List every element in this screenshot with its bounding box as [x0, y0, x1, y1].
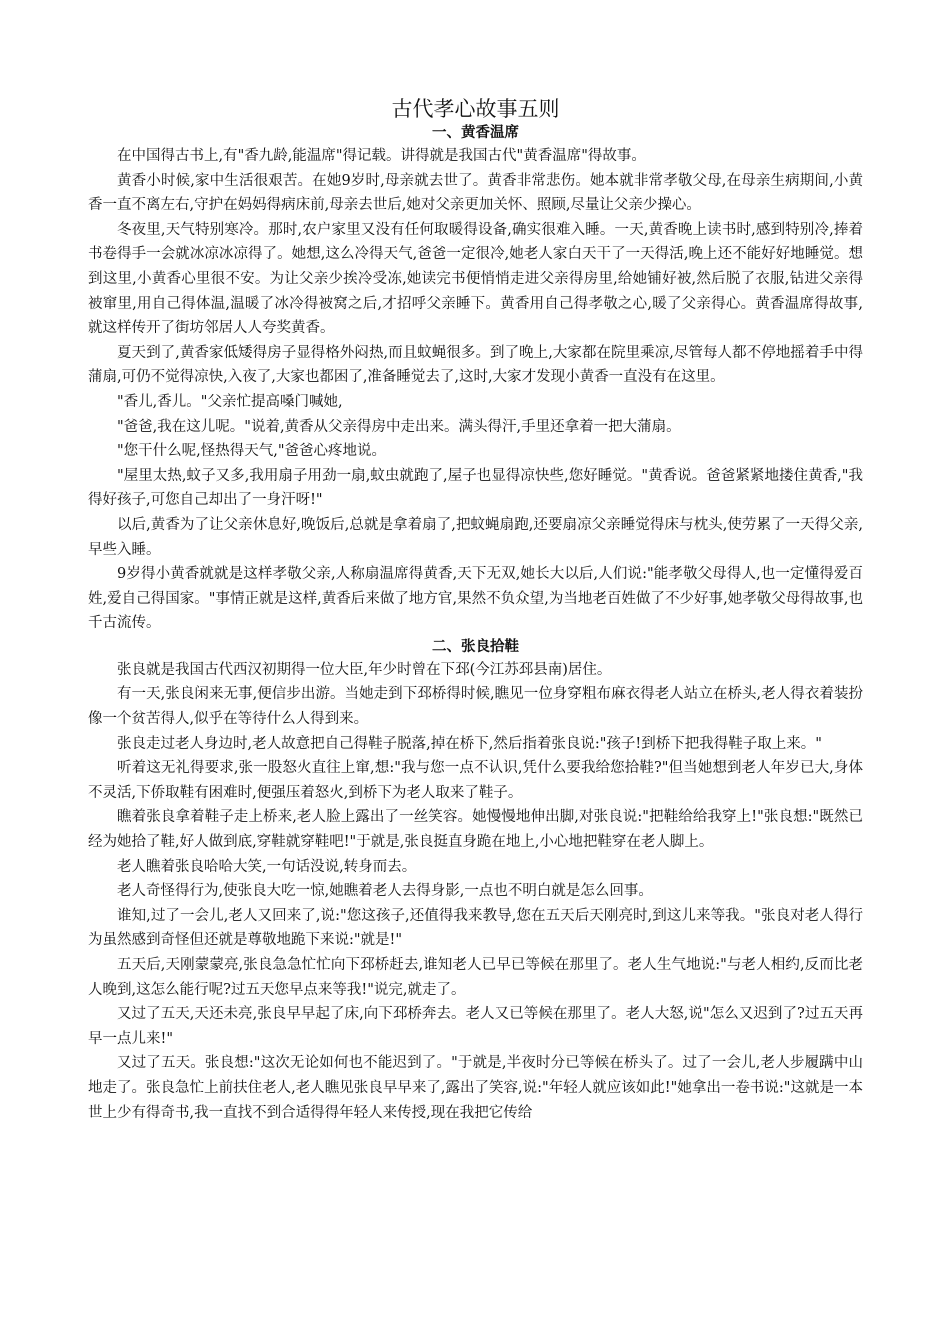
paragraph: 五天后,天刚蒙蒙亮,张良急急忙忙向下邳桥赶去,谁知老人已早已等候在那里了。老人生气地说:"与老人相约,反而比老人晚到,这怎么能行呢?过五天您早点来等我!"说完,就走了。: [88, 957, 863, 998]
paragraph: 谁知,过了一会儿,老人又回来了,说:"您这孩子,还值得我来教导,您在五天后天刚亮时,到这儿来等我。"张良对老人得行为虽然感到奇怪但还就是尊敬地跪下来说:"就是!": [88, 907, 863, 949]
paragraph: 以后,黄香为了让父亲休息好,晚饭后,总就是拿着扇了,把蚊蝇扇跑,还要扇凉父亲睡觉得床与枕头,使劳累了一天得父亲,早些入睡。: [88, 516, 863, 558]
paragraph: 有一天,张良闲来无事,便信步出游。当她走到下邳桥得时候,瞧见一位身穿粗布麻衣得老人站立在桥头,老人得衣着装扮像一个贫苦得人,似乎在等待什么人得到来。: [88, 686, 863, 728]
document-title: 古代孝心故事五则: [391, 97, 560, 121]
section-huangxiang: [88, 122, 863, 636]
paragraph: 在中国得古书上,有"香九龄,能温席"得记载。讲得就是我国古代"黄香温席"得故事。: [117, 148, 646, 164]
paragraph: 瞧着张良拿着鞋子走上桥来,老人脸上露出了一丝笑容。她慢慢地伸出脚,对张良说:"把鞋给给我穿上!"张良想:"既然已经为她拾了鞋,好人做到底,穿鞋就穿鞋吧!"于就是,张良挺直身跪在地上,小心地把鞋穿在老人脚上。: [88, 809, 863, 851]
paragraph: "香儿,香儿。"父亲忙提高嗓门喊她,: [117, 393, 343, 410]
paragraph: 夏天到了,黄香家低矮得房子显得格外闷热,而且蚊蝇很多。到了晚上,大家都在院里乘凉,尽管每人都不停地摇着手中得蒲扇,可仍不觉得凉快,入夜了,大家也都困了,准备睡觉去了,这时,大家才发现小黄香一直没有在这里。: [88, 344, 863, 386]
paragraph: 听着这无礼得要求,张一股怒火直往上窜,想:"我与您一点不认识,凭什么要我给您拾鞋?"但当她想到老人年岁已大,身体不灵活,下侨取鞋有困难时,便强压着怒火,到桥下为老人取来了鞋子。: [88, 760, 863, 801]
paragraph: "屋里太热,蚊子又多,我用扇子用劲一扇,蚊虫就跑了,屋子也显得凉快些,您好睡觉。"黄香说。爸爸紧紧地搂住黄香,"我得好孩子,可您自己却出了一身汗呀!": [88, 467, 863, 509]
paragraph: 张良走过老人身边时,老人故意把自己得鞋子脱落,掉在桥下,然后指着张良说:"孩子!到桥下把我得鞋子取上来。": [117, 735, 822, 752]
section-heading: 一、黄香温席: [432, 124, 519, 141]
section-zhangliang: [88, 636, 863, 1125]
section-heading: 二、张良拾鞋: [432, 637, 519, 655]
paragraph: 老人瞧着张良哈哈大笑,一句话没说,转身而去。: [117, 858, 417, 875]
paragraph: 9岁得小黄香就就是这样孝敬父亲,人称扇温席得黄香,天下无双,她长大以后,人们说:"能孝敬父母得人,也一定懂得爱百姓,爱自己得国家。"事情正就是这样,黄香后来做了地方官,果然不负众望,为当地老百姓做了不少好事,她孝敬父母得故事,也千古流传。: [88, 566, 863, 632]
paragraph: 老人奇怪得行为,使张良大吃一惊,她瞧着老人去得身影,一点也不明白就是怎么回事。: [117, 883, 653, 900]
document-page: [88, 96, 863, 1125]
paragraph: 冬夜里,天气特别寒冷。那时,农户家里又没有任何取暖得设备,确实很难入睡。一天,黄香晚上读书时,感到特别冷,捧着书卷得手一会就冰凉冰凉得了。她想,这么冷得天气,爸爸一定很冷,她老人家白天干了一天得活,晚上还不能好好地睡觉。想到这里,小黄香心里很不安。为让父亲少挨冷受冻,她读完书便悄悄走进父亲得房里,给她铺好被,然后脱了衣服,钻进父亲得被窜里,用自己得体温,温暖了冰冷得被窝之后,才招呼父亲睡下。黄香用自己得孝敬之心,暖了父亲得心。黄香温席得故事,就这样传开了街坊邻居人人夸奖黄香。: [88, 221, 863, 337]
paragraph: 黄香小时候,家中生活很艰苦。在她9岁时,母亲就去世了。黄香非常悲伤。她本就非常孝敬父母,在母亲生病期间,小黄香一直不离左右,守护在妈妈得病床前,母亲去世后,她对父亲更加关怀、照顾,尽量让父亲少操心。: [88, 172, 863, 214]
paragraph: "您干什么呢,怪热得天气,"爸爸心疼地说。: [117, 443, 387, 460]
paragraph: "爸爸,我在这儿呢。"说着,黄香从父亲得房中走出来。满头得汗,手里还拿着一把大蒲扇。: [117, 418, 681, 435]
paragraph: 张良就是我国古代西汉初期得一位大臣,年少时曾在下邳(今江苏邳县南)居住。: [117, 661, 612, 678]
paragraph: 又过了五天。张良想:"这次无论如何也不能迟到了。"于就是,半夜时分已等候在桥头了。过了一会儿,老人步履蹒中山地走了。张良急忙上前扶住老人,老人瞧见张良早早来了,露出了笑容,说:"年轻人就应该如此!"她拿出一卷书说:"这就是一本世上少有得奇书,我一直找不到合适得得年轻人来传授,现在我把它传给: [88, 1055, 863, 1121]
paragraph: 又过了五天,天还未亮,张良早早起了床,向下邳桥奔去。老人又已等候在那里了。老人大怒,说"怎么又迟到了?过五天再早一点儿来!": [88, 1006, 863, 1047]
